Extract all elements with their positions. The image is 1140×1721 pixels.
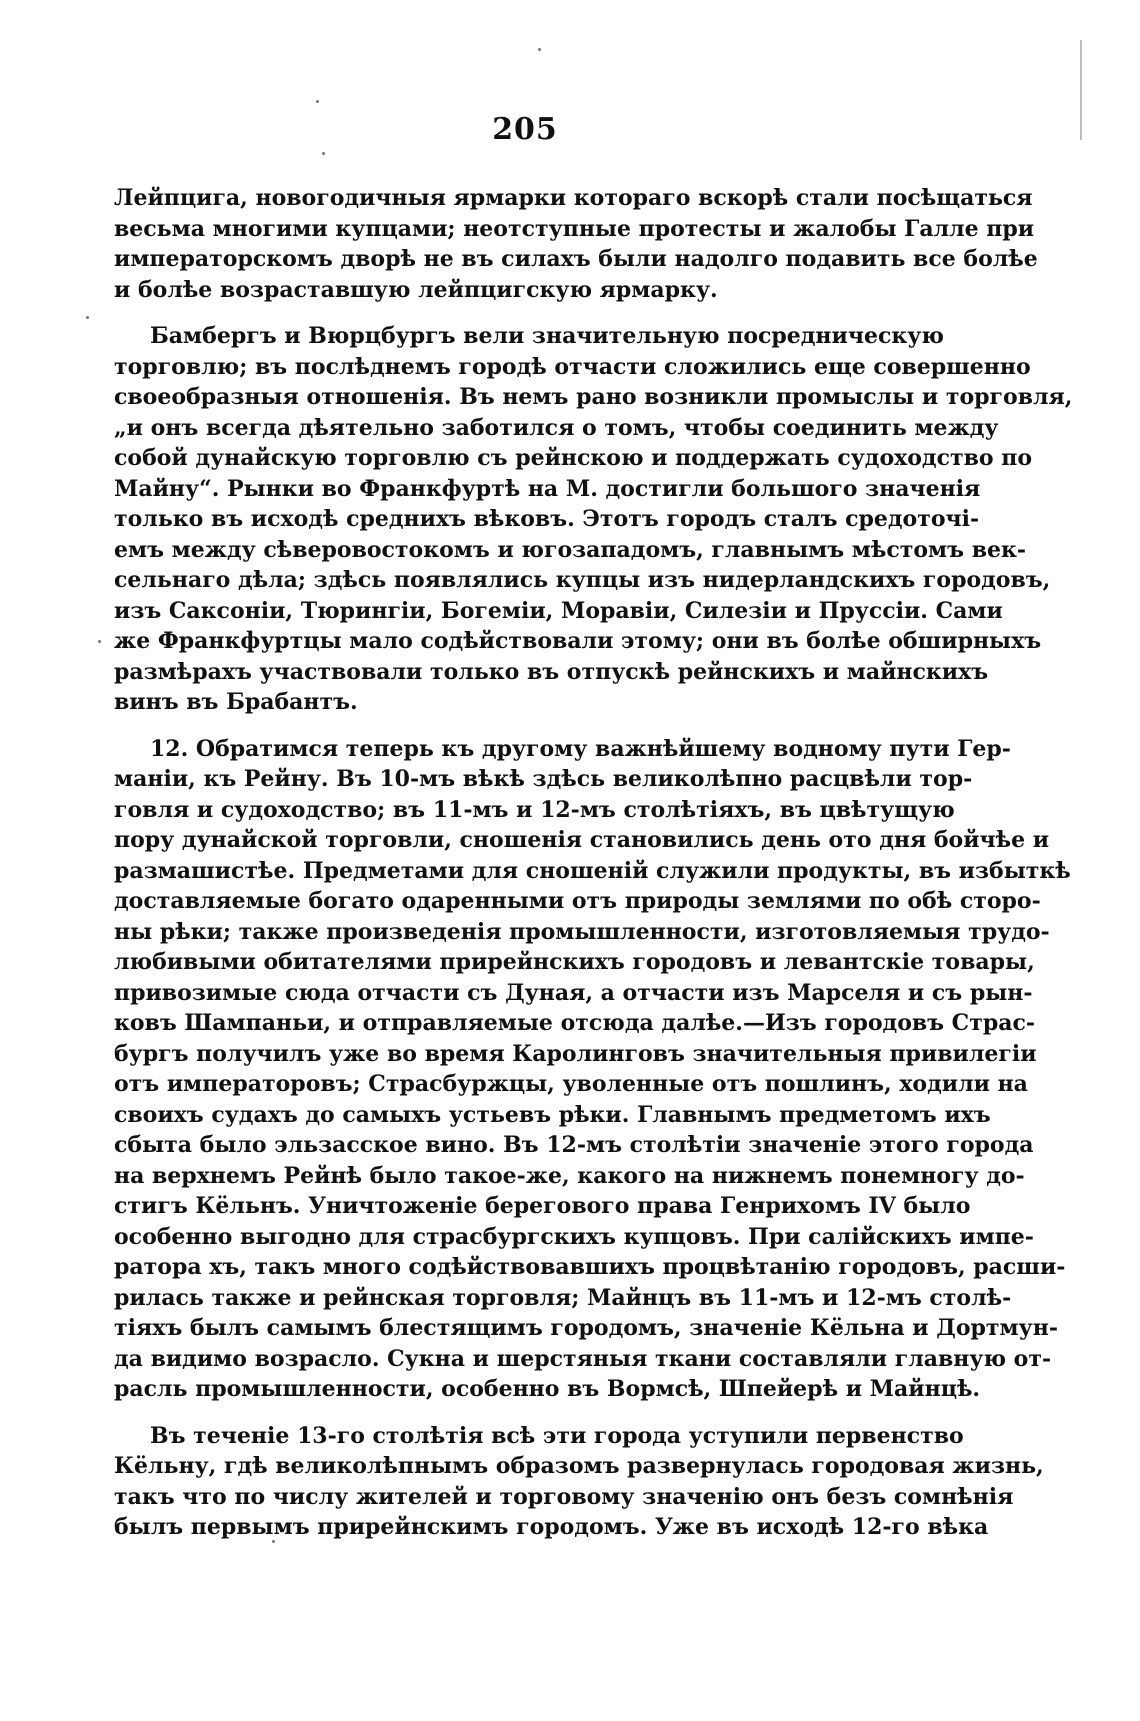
- paragraph: [114, 183, 1038, 305]
- text-line: на верхнемъ Рейнѣ было такое-же, какого на нижнемъ понемногу до-: [114, 1162, 1025, 1189]
- text-line: любивыми обитателями прирейнскихъ городовъ и левантскіе товары,: [114, 949, 1035, 975]
- text-line: говля и судоходство; въ 11-мъ и 12-мъ столѣтіяхъ, въ цвѣтущую: [114, 796, 955, 823]
- text-line: отъ императоровъ; Страсбуржцы, уволенные отъ пошлинъ, ходили на: [114, 1071, 1028, 1097]
- scan-speck: [316, 100, 319, 103]
- text-line: бургъ получилъ уже во время Каролинговъ значительныя привилегіи: [114, 1040, 1037, 1067]
- page-number: 205: [492, 112, 558, 147]
- text-line: привозимые сюда отчасти съ Дуная, а отчасти изъ Марселя и съ рын-: [114, 979, 1033, 1006]
- text-line: императорскомъ дворѣ не въ силахъ были надолго подавить все болѣе: [114, 246, 1038, 272]
- text-line: ны рѣки; также произведенія промышленности, изготовляемыя трудо-: [114, 918, 1050, 945]
- text-line: ратора хъ, такъ много содѣйствовавшихъ процвѣтанію городовъ, расши-: [114, 1254, 1066, 1280]
- paragraph-gap: [114, 718, 900, 734]
- text-line: 12. Обратимся теперь къ другому важнѣйшему водному пути Гер-: [150, 735, 1011, 762]
- scan-speck: [98, 640, 101, 643]
- text-line: же Франкфуртцы мало содѣйствовали этому; они въ болѣе обширныхъ: [114, 628, 1042, 654]
- text-line: Лейпцига, новогодичныя ярмарки котораго вскорѣ стали посѣщаться: [114, 185, 1033, 211]
- text-line: торговлю; въ послѣднемъ городѣ отчасти сложились еще совершенно: [114, 353, 1031, 380]
- text-line: размашистѣе. Предметами для сношеній служили продукты, въ избыткѣ: [114, 857, 1071, 884]
- text-line: да видимо возрасло. Сукна и шерстяныя ткани составляли главную от-: [114, 1345, 1052, 1372]
- text-line: собой дунайскую торговлю съ рейнскою и поддержать судоходство по: [114, 445, 1033, 471]
- text-line: „и онъ всегда дѣятельно заботился о томъ, чтобы соединить между: [114, 414, 999, 441]
- text-line: своихъ судахъ до самыхъ устьевъ рѣки. Главнымъ предметомъ ихъ: [114, 1101, 991, 1128]
- text-line: сбыта было эльзасское вино. Въ 12-мъ столѣтіи значеніе этого города: [114, 1132, 1034, 1158]
- text-line: сельнаго дѣла; здѣсь появлялись купцы изъ нидерландскихъ городовъ,: [114, 567, 1051, 593]
- text-line: Въ теченіе 13-го столѣтія всѣ эти города уступили первенство: [150, 1422, 964, 1449]
- paragraph-gap: [114, 1405, 900, 1421]
- text-line: пору дунайской торговли, сношенія становились день ото дня бойчѣе и: [114, 827, 1050, 853]
- text-line: весьма многими купцами; неотступные протесты и жалобы Галле при: [114, 215, 1035, 242]
- text-line: расль промышленности, особенно въ Вормсѣ, Шпейерѣ и Майнцѣ.: [114, 1376, 981, 1402]
- paragraph: [114, 1421, 1044, 1543]
- scan-speck: [538, 48, 541, 51]
- text-line: стигъ Кёльнъ. Уничтоженіе берегового права Генрихомъ IV было: [114, 1193, 971, 1219]
- scan-speck: [322, 152, 325, 155]
- text-line: былъ первымъ прирейнскимъ городомъ. Уже въ исходѣ 12-го вѣка: [114, 1514, 989, 1540]
- text-line: такъ что по числу жителей и торговому значенію онъ безъ сомнѣнія: [114, 1483, 1014, 1510]
- paragraph-gap: [114, 305, 900, 321]
- text-line: рилась также и рейнская торговля; Майнцъ въ 11-мъ и 12-мъ столѣ-: [114, 1284, 1012, 1311]
- text-line: тіяхъ былъ самымъ блестящимъ городомъ, значеніе Кёльна и Дортмун-: [114, 1315, 1058, 1341]
- text-line: ковъ Шампаньи, и отправляемые отсюда далѣе.—Изъ городовъ Страс-: [114, 1010, 1035, 1036]
- text-line: маніи, къ Рейну. Въ 10-мъ вѣкѣ здѣсь великолѣпно расцвѣли тор-: [114, 766, 973, 792]
- text-line: Бамбергъ и Вюрцбургъ вели значительную посредническую: [150, 323, 944, 349]
- text-line: винъ въ Брабантъ.: [114, 689, 358, 715]
- text-line: емъ между сѣверовостокомъ и югозападомъ, главнымъ мѣстомъ век-: [114, 536, 1026, 563]
- text-line: и болѣе возраставшую лейпцигскую ярмарку.: [114, 276, 718, 303]
- text-line: размѣрахъ участвовали только въ отпускѣ рейнскихъ и майнскихъ: [114, 658, 989, 685]
- text-line: Майну“. Рынки во Франкфуртѣ на М. достигли большого значенія: [114, 475, 981, 502]
- scan-margin-line: [1080, 40, 1082, 140]
- body-text: [114, 183, 1073, 1543]
- text-line: Кёльну, гдѣ великолѣпнымъ образомъ развернулась городовая жизнь,: [114, 1453, 1044, 1479]
- text-line: только въ исходѣ среднихъ вѣковъ. Этотъ городъ сталъ средоточі-: [114, 506, 980, 532]
- text-line: своеобразныя отношенія. Въ немъ рано возникли промыслы и торговля,: [114, 384, 1073, 410]
- text-line: особенно выгодно для страсбургскихъ купцовъ. При салійскихъ импе-: [114, 1223, 1034, 1250]
- scan-speck: [86, 316, 89, 319]
- paragraph: [114, 321, 1073, 718]
- paragraph: [114, 734, 1071, 1405]
- text-line: изъ Саксоніи, Тюрингіи, Богеміи, Моравіи, Силезіи и Пруссіи. Сами: [114, 597, 1003, 624]
- text-line: доставляемые богато одаренными отъ природы землями по обѣ сторо-: [114, 888, 1041, 914]
